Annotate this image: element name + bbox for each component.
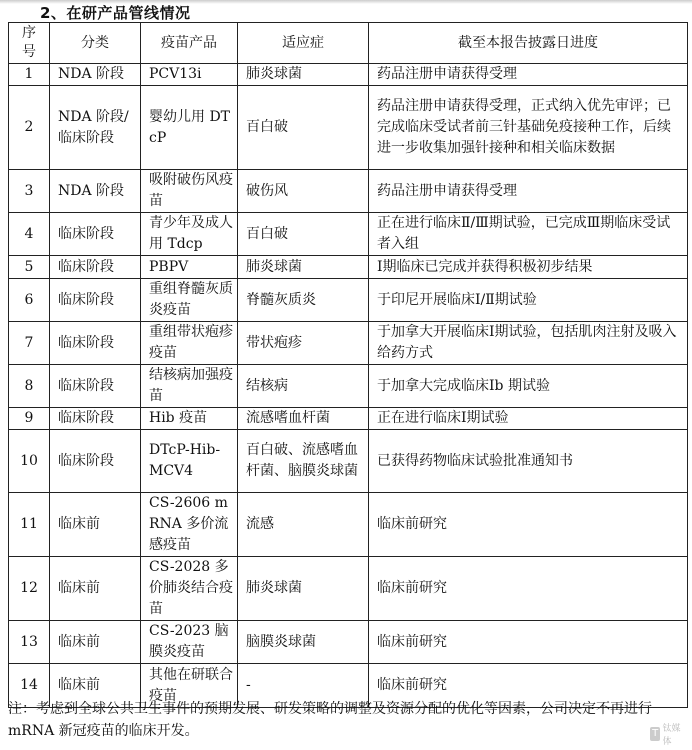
cell-progress: 临床前研究 bbox=[369, 664, 688, 708]
cell-category: 临床阶段 bbox=[50, 322, 141, 365]
header-index: 序号 bbox=[9, 23, 50, 64]
cell-indication: 流感 bbox=[238, 493, 369, 557]
cell-progress: 正在进行临床Ⅱ/Ⅲ期试验，已完成Ⅲ期临床受试者入组 bbox=[369, 213, 688, 256]
cell-indication: 破伤风 bbox=[238, 170, 369, 213]
table-row bbox=[9, 64, 688, 86]
cell-indication: 带状疱疹 bbox=[238, 322, 369, 365]
header-indication: 适应症 bbox=[238, 23, 369, 64]
cell-category: 临床阶段 bbox=[50, 408, 141, 430]
cell-product: CS-2606 mRNA 多价流感疫苗 bbox=[141, 493, 238, 557]
cell-progress: 临床前研究 bbox=[369, 621, 688, 664]
cell-category: 临床阶段 bbox=[50, 430, 141, 493]
table-row bbox=[9, 365, 688, 408]
cell-index: 9 bbox=[9, 408, 50, 430]
cell-index: 10 bbox=[9, 430, 50, 493]
header-product: 疫苗产品 bbox=[141, 23, 238, 64]
cell-index: 5 bbox=[9, 256, 50, 279]
cell-indication: 流感嗜血杆菌 bbox=[238, 408, 369, 430]
cell-product: 青少年及成人用 Tdcp bbox=[141, 213, 238, 256]
cell-product: 其他在研联合疫苗 bbox=[141, 664, 238, 708]
table-row bbox=[9, 213, 688, 256]
cell-category: NDA 阶段 bbox=[50, 64, 141, 86]
cell-progress: 正在进行临床Ⅰ期试验 bbox=[369, 408, 688, 430]
cell-product: PBPV bbox=[141, 256, 238, 279]
table-row bbox=[9, 430, 688, 493]
tmtpost-logo-icon: T bbox=[650, 727, 660, 741]
footnote: 注：考虑到全球公共卫生事件的预期发展、研发策略的调整及资源分配的优化等因素，公司决定不再进行 mRNA 新冠疫苗的临床开发。 bbox=[8, 701, 652, 739]
cell-progress: 于加拿大完成临床Ⅰb 期试验 bbox=[369, 365, 688, 408]
table-row bbox=[9, 170, 688, 213]
table-row bbox=[9, 408, 688, 430]
cell-indication: 百白破 bbox=[238, 86, 369, 170]
cell-index: 6 bbox=[9, 279, 50, 322]
cell-category: NDA 阶段 bbox=[50, 170, 141, 213]
header-category: 分类 bbox=[50, 23, 141, 64]
cell-progress: 临床前研究 bbox=[369, 557, 688, 621]
cell-index: 1 bbox=[9, 64, 50, 86]
cell-category: 临床阶段 bbox=[50, 365, 141, 408]
table-body bbox=[9, 64, 688, 708]
cell-product: 重组脊髓灰质炎疫苗 bbox=[141, 279, 238, 322]
cell-category: NDA 阶段/临床阶段 bbox=[50, 86, 141, 170]
cell-index: 12 bbox=[9, 557, 50, 621]
table-row bbox=[9, 493, 688, 557]
cell-category: 临床前 bbox=[50, 557, 141, 621]
cell-indication: - bbox=[238, 664, 369, 708]
table-row bbox=[9, 322, 688, 365]
table-row bbox=[9, 86, 688, 170]
cell-progress: 药品注册申请获得受理，正式纳入优先审评；已完成临床受试者前三针基础免疫接种工作，后续进一步收集加强针接种和相关临床数据 bbox=[369, 86, 688, 170]
cell-category: 临床阶段 bbox=[50, 213, 141, 256]
cell-progress: Ⅰ期临床已完成并获得积极初步结果 bbox=[369, 256, 688, 279]
cell-progress: 药品注册申请获得受理 bbox=[369, 64, 688, 86]
table-row bbox=[9, 279, 688, 322]
cell-index: 3 bbox=[9, 170, 50, 213]
cell-progress: 于加拿大开展临床Ⅰ期试验，包括肌肉注射及吸入给药方式 bbox=[369, 322, 688, 365]
cell-product: 吸附破伤风疫苗 bbox=[141, 170, 238, 213]
cell-progress: 临床前研究 bbox=[369, 493, 688, 557]
cell-indication: 脑膜炎球菌 bbox=[238, 621, 369, 664]
cell-category: 临床前 bbox=[50, 493, 141, 557]
cell-indication: 肺炎球菌 bbox=[238, 557, 369, 621]
cell-product: 婴幼儿用 DTcP bbox=[141, 86, 238, 170]
cell-index: 8 bbox=[9, 365, 50, 408]
watermark-logo: T 钛媒体 bbox=[650, 726, 686, 742]
cell-product: Hib 疫苗 bbox=[141, 408, 238, 430]
cell-indication: 百白破 bbox=[238, 213, 369, 256]
cell-progress: 于印尼开展临床Ⅰ/Ⅱ期试验 bbox=[369, 279, 688, 322]
cell-index: 4 bbox=[9, 213, 50, 256]
cell-indication: 肺炎球菌 bbox=[238, 64, 369, 86]
cell-product: PCV13i bbox=[141, 64, 238, 86]
table-header-row bbox=[9, 23, 688, 64]
header-progress: 截至本报告披露日进度 bbox=[369, 23, 688, 64]
cell-indication: 肺炎球菌 bbox=[238, 256, 369, 279]
cell-category: 临床前 bbox=[50, 621, 141, 664]
cell-product: CS-2023 脑膜炎疫苗 bbox=[141, 621, 238, 664]
cell-category: 临床阶段 bbox=[50, 279, 141, 322]
cell-index: 7 bbox=[9, 322, 50, 365]
table-row bbox=[9, 256, 688, 279]
cell-indication: 结核病 bbox=[238, 365, 369, 408]
cell-product: 结核病加强疫苗 bbox=[141, 365, 238, 408]
cell-product: 重组带状疱疹疫苗 bbox=[141, 322, 238, 365]
pipeline-table bbox=[8, 22, 688, 708]
cell-indication: 脊髓灰质炎 bbox=[238, 279, 369, 322]
cell-product: CS-2028 多价肺炎结合疫苗 bbox=[141, 557, 238, 621]
cell-progress: 已获得药物临床试验批准通知书 bbox=[369, 430, 688, 493]
cell-index: 11 bbox=[9, 493, 50, 557]
cell-progress: 药品注册申请获得受理 bbox=[369, 170, 688, 213]
cell-index: 13 bbox=[9, 621, 50, 664]
table-row bbox=[9, 557, 688, 621]
section-title: 2、在研产品管线情况 bbox=[40, 4, 191, 22]
cell-index: 2 bbox=[9, 86, 50, 170]
table-row bbox=[9, 621, 688, 664]
cell-category: 临床前 bbox=[50, 664, 141, 708]
cell-category: 临床阶段 bbox=[50, 256, 141, 279]
cell-indication: 百白破、流感嗜血杆菌、脑膜炎球菌 bbox=[238, 430, 369, 493]
cell-product: DTcP-Hib-MCV4 bbox=[141, 430, 238, 493]
cell-index: 14 bbox=[9, 664, 50, 708]
